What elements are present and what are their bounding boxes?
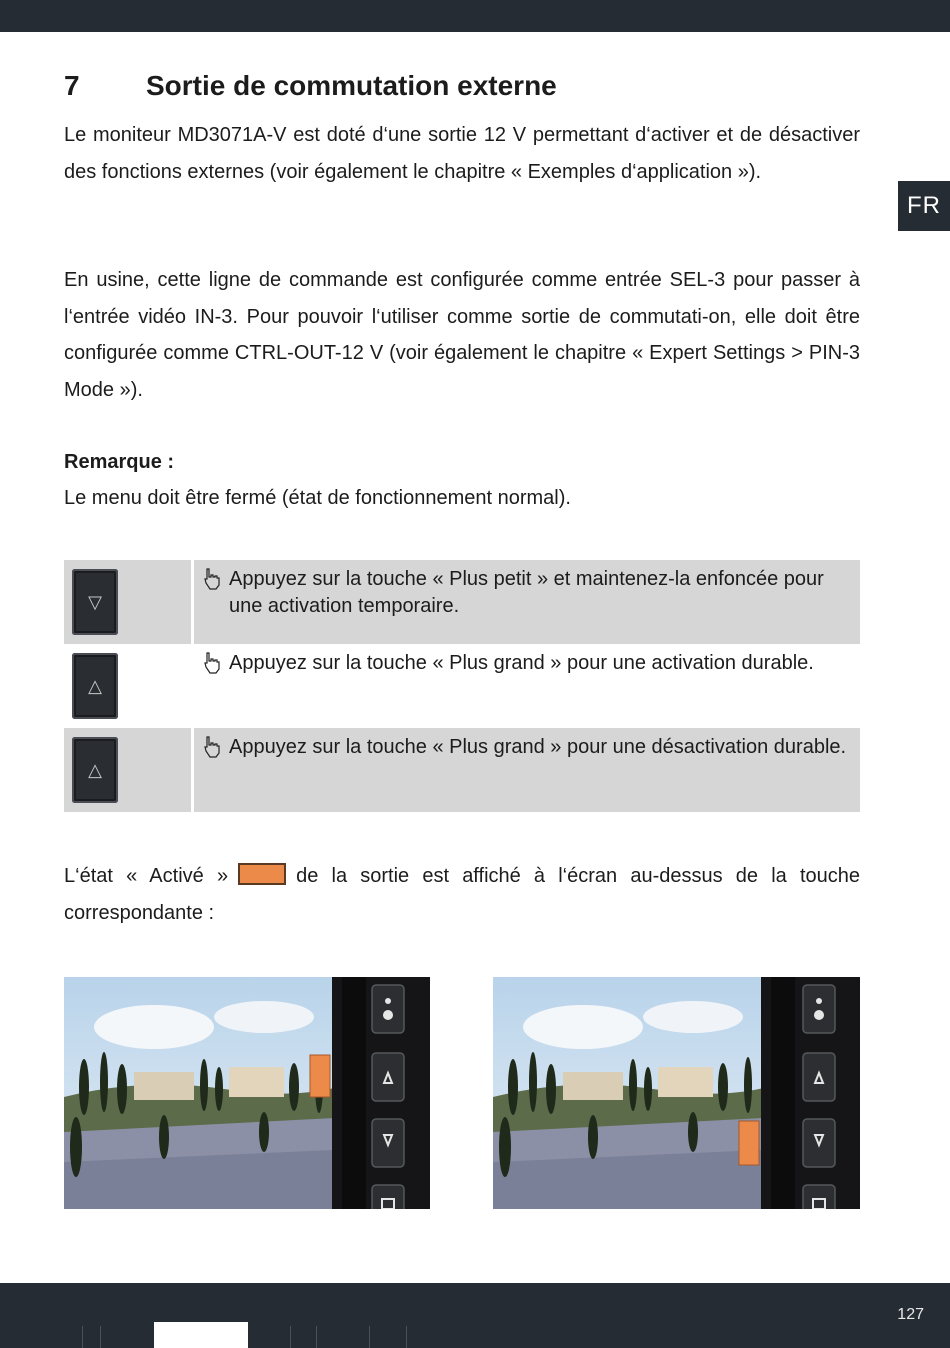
screen-active-above-down-key xyxy=(493,977,860,1209)
footer-divider xyxy=(290,1326,291,1348)
instruction-row xyxy=(64,728,860,812)
status-text-after: de la sortie est affiché à l‘écran au-dessus de la touche correspondante : xyxy=(64,865,860,924)
instruction-text: Appuyez sur la touche « Plus grand » pour une activation durable. xyxy=(229,652,814,674)
key-cell xyxy=(64,644,191,728)
footer-tab-marker xyxy=(154,1322,248,1348)
key-cell xyxy=(64,560,191,644)
screen-active-above-up-key xyxy=(64,977,430,1209)
down-triangle-icon: ▽ xyxy=(88,591,102,612)
status-description xyxy=(64,858,860,931)
instruction-cell xyxy=(194,560,860,644)
language-tab: FR xyxy=(898,181,950,231)
up-triangle-icon: △ xyxy=(88,675,102,696)
up-key-button xyxy=(72,737,118,803)
up-key-button xyxy=(72,653,118,719)
note-text: Le menu doit être fermé (état de fonctionnement normal). xyxy=(64,487,571,509)
footer-divider xyxy=(406,1326,407,1348)
page-number: 127 xyxy=(897,1306,924,1323)
pointing-hand-icon xyxy=(204,568,222,590)
footer-divider xyxy=(369,1326,370,1348)
bottom-bar xyxy=(0,1283,950,1348)
pointing-hand-icon xyxy=(204,652,222,674)
down-key-button xyxy=(72,569,118,635)
instruction-text: Appuyez sur la touche « Plus grand » pour une désactivation durable. xyxy=(229,736,847,758)
note-label: Remarque : xyxy=(64,451,175,473)
config-paragraph: En usine, cette ligne de commande est configurée comme entrée SEL-3 pour passer à l‘entrée vidéo IN-3. Pour pouvoir l‘utiliser comme sortie de commutati-on, elle doit être configurée comme CTRL-OUT-12 V (voir également le chapitre « Expert Settings > PIN-3 Mode »). xyxy=(64,269,860,401)
instruction-cell xyxy=(194,728,860,812)
section-number: 7 xyxy=(64,70,80,101)
pointing-hand-icon xyxy=(204,736,222,758)
footer-divider xyxy=(316,1326,317,1348)
footer-divider xyxy=(100,1326,101,1348)
footer-divider xyxy=(82,1326,83,1348)
section-heading xyxy=(64,70,557,102)
status-text-before: L‘état « Activé » xyxy=(64,865,229,887)
instruction-row xyxy=(64,560,860,644)
key-cell xyxy=(64,728,191,812)
active-indicator-swatch xyxy=(238,863,286,885)
section-title: Sortie de commutation externe xyxy=(146,70,557,101)
intro-paragraph: Le moniteur MD3071A-V est doté d‘une sortie 12 V permettant d‘activer et de désactiver des fonctions externes (voir également le chapitre « Exemples d‘application »). xyxy=(64,124,860,183)
up-triangle-icon: △ xyxy=(88,759,102,780)
top-bar xyxy=(0,0,950,32)
instruction-text: Appuyez sur la touche « Plus petit » et maintenez-la enfoncée pour une activation temporaire. xyxy=(229,568,824,617)
instruction-cell xyxy=(194,644,860,728)
instruction-row xyxy=(64,644,860,728)
